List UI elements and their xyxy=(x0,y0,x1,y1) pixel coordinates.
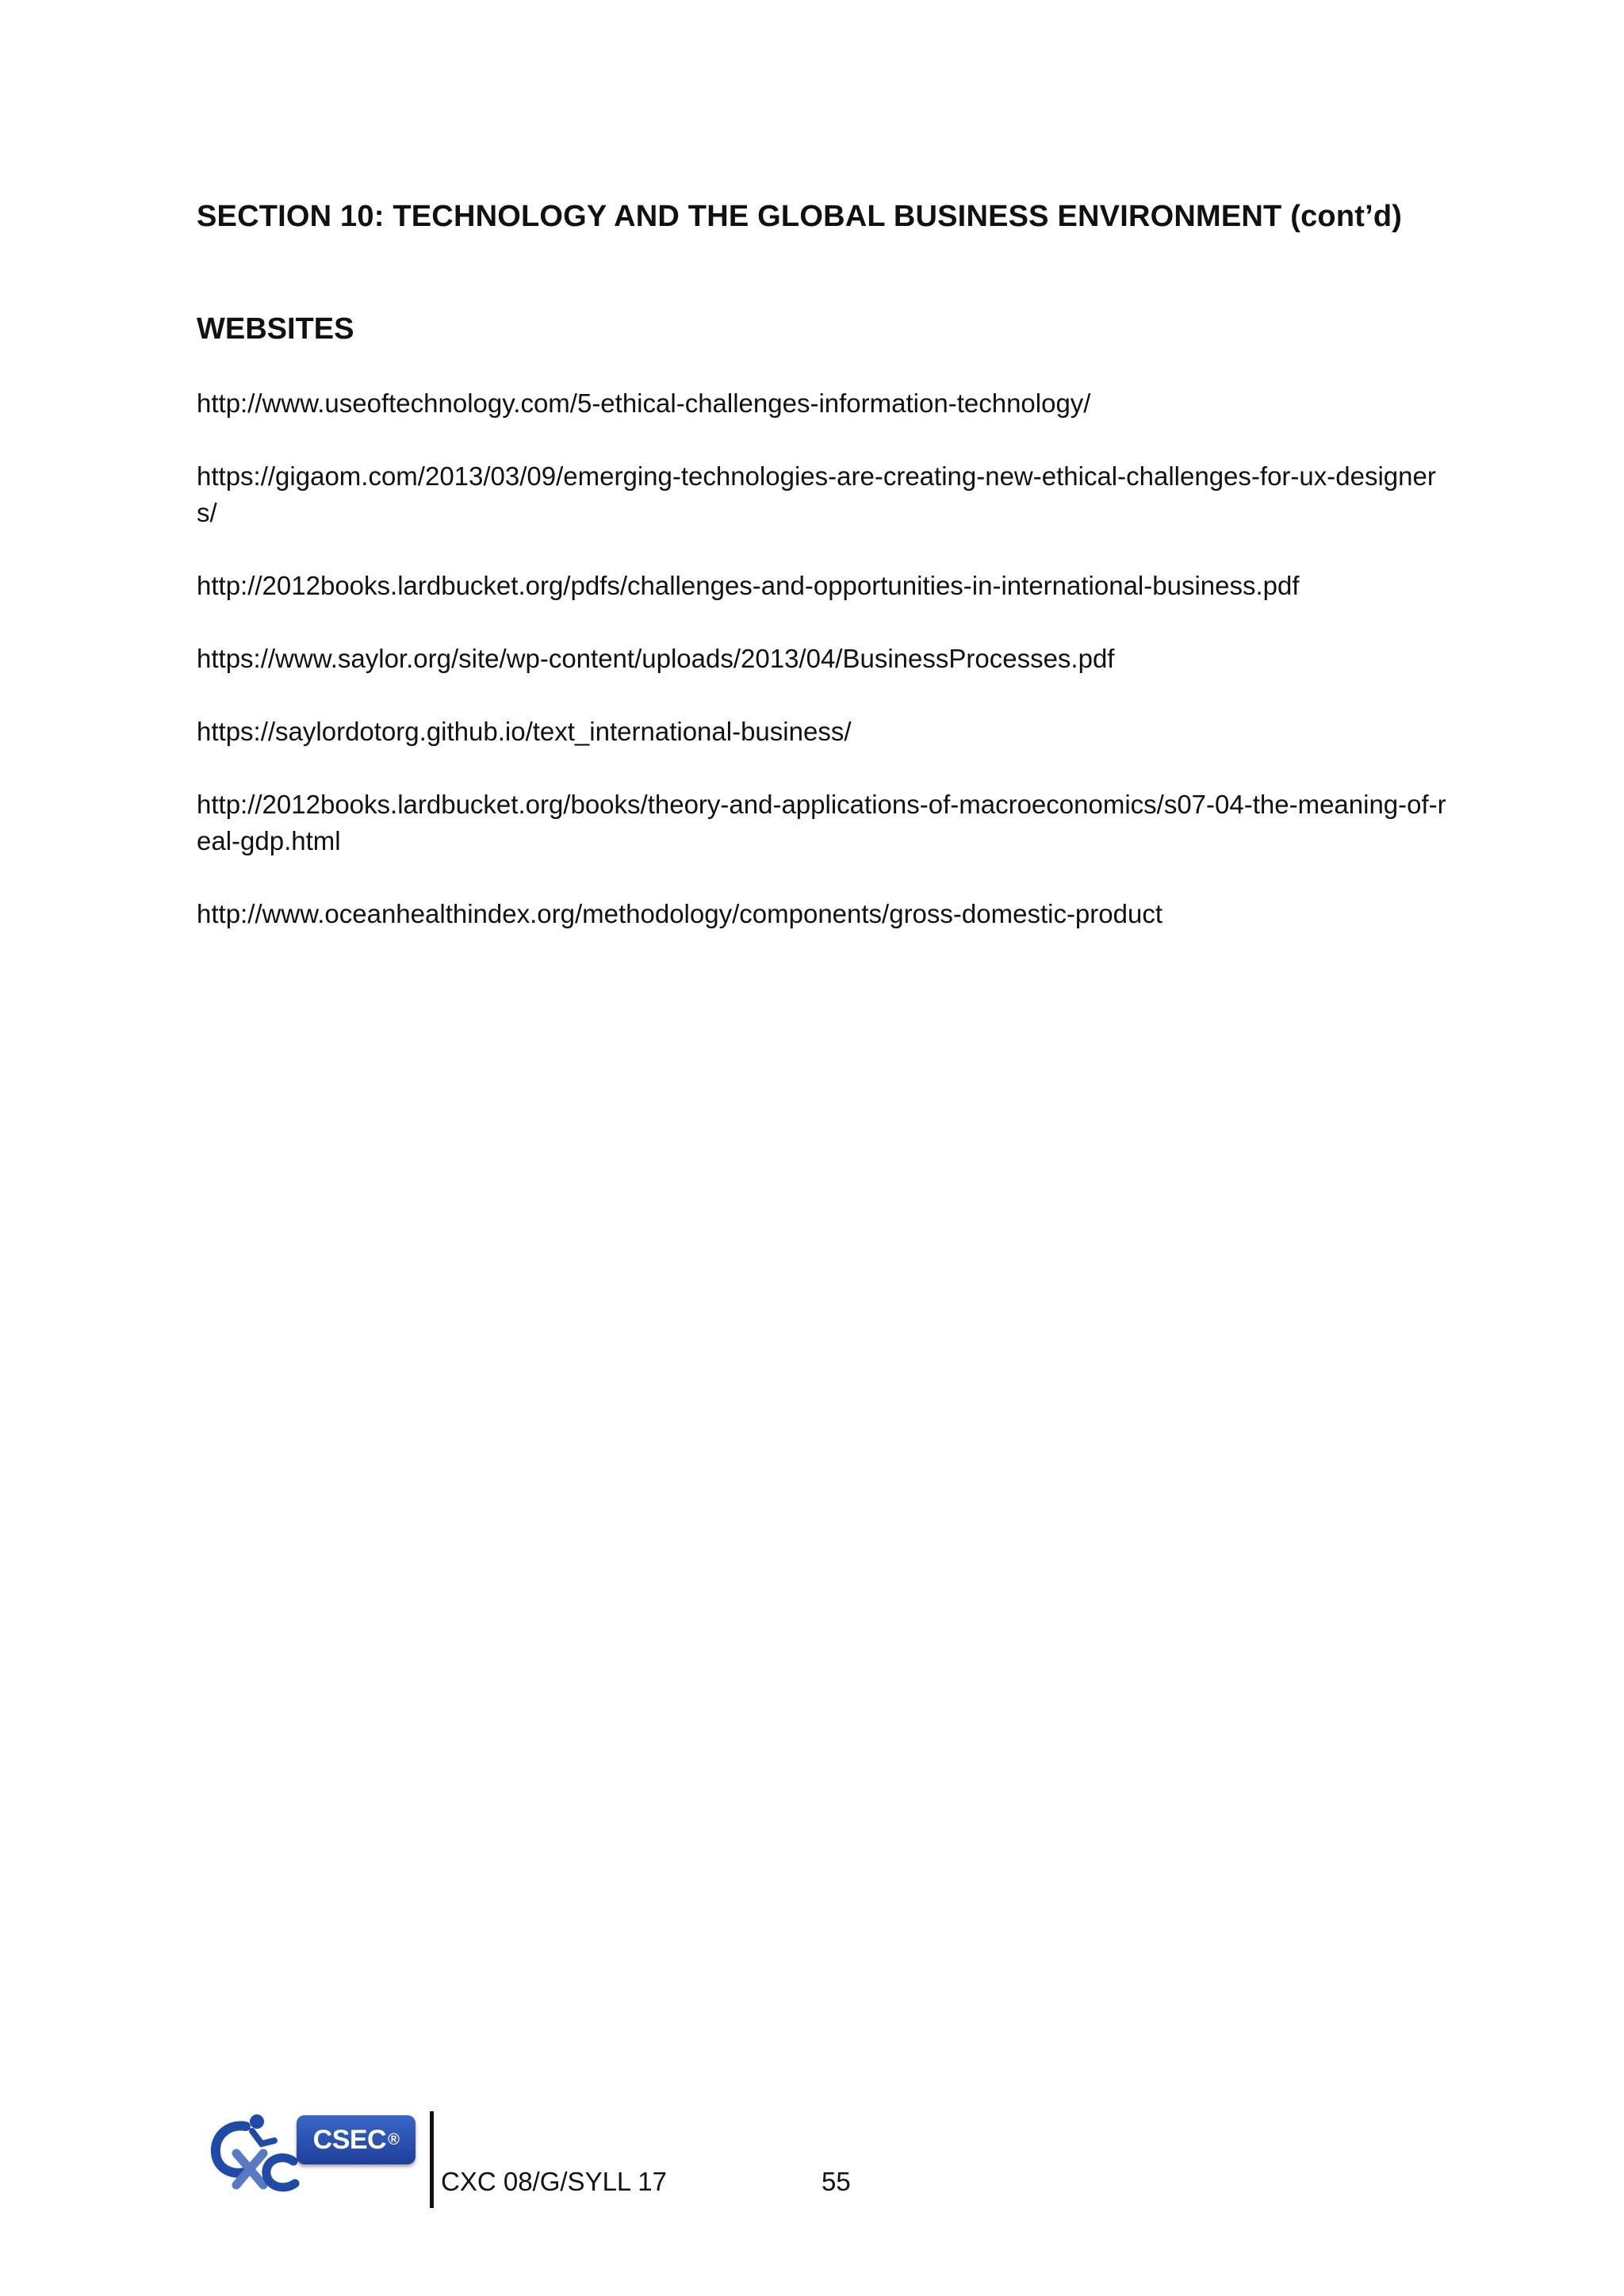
page-footer xyxy=(205,2105,918,2208)
website-link[interactable]: https://saylordotorg.github.io/text_international-business/ xyxy=(197,717,852,746)
page-number: 55 xyxy=(822,2167,851,2196)
website-list xyxy=(197,385,1450,969)
csec-badge xyxy=(297,2115,416,2164)
website-link[interactable]: http://2012books.lardbucket.org/pdfs/challenges-and-opportunities-in-international-business.pdf xyxy=(197,571,1300,600)
website-link[interactable]: http://www.useoftechnology.com/5-ethical-challenges-information-technology/ xyxy=(197,388,1091,418)
cxc-csec-logo xyxy=(205,2109,427,2196)
footer-divider xyxy=(430,2111,434,2208)
csec-badge-text: CSEC xyxy=(312,2124,387,2155)
syllabus-code: CXC 08/G/SYLL 17 xyxy=(441,2167,667,2196)
registered-mark: ® xyxy=(388,2130,400,2149)
cxc-logo-icon xyxy=(205,2109,300,2196)
websites-heading: WEBSITES xyxy=(197,312,354,346)
website-link[interactable]: http://2012books.lardbucket.org/books/theory-and-applications-of-macroeconomics/s07-04-the-meaning-of-real-gdp.html xyxy=(197,790,1446,855)
website-link[interactable]: http://www.oceanhealthindex.org/methodology/components/gross-domestic-product xyxy=(197,899,1163,928)
website-link[interactable]: https://www.saylor.org/site/wp-content/uploads/2013/04/BusinessProcesses.pdf xyxy=(197,644,1115,673)
website-link[interactable]: https://gigaom.com/2013/03/09/emerging-technologies-are-creating-new-ethical-challenges-for-ux-designers/ xyxy=(197,461,1436,527)
section-title: SECTION 10: TECHNOLOGY AND THE GLOBAL BUSINESS ENVIRONMENT (cont’d) xyxy=(197,200,1403,233)
